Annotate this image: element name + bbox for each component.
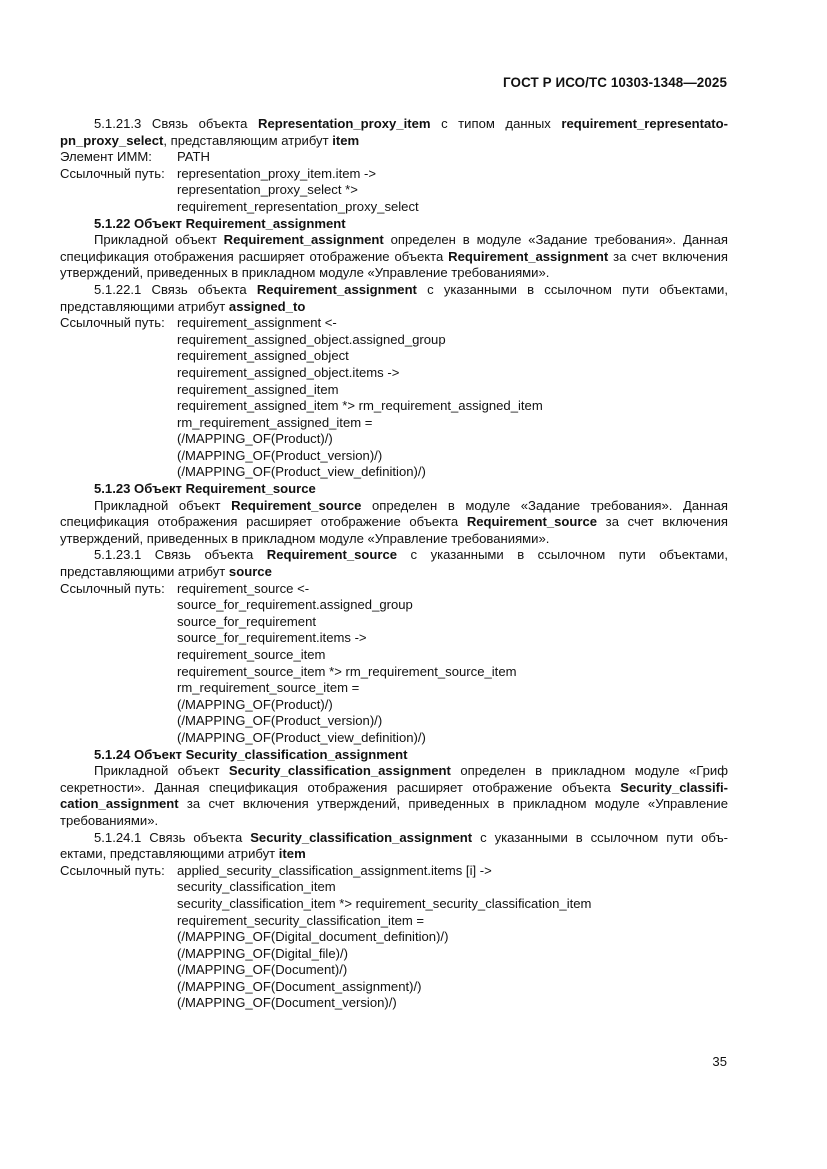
arm-element-value: PATH bbox=[177, 149, 210, 165]
entity-name: Requirement_source bbox=[466, 514, 598, 530]
reference-path-lines bbox=[177, 315, 728, 481]
section-heading-5-1-24: 5.1.24 Объект Security_classification_assignment bbox=[94, 746, 408, 762]
path-line: source_for_requirement.items -> bbox=[177, 630, 367, 646]
reference-path-label: Ссылочный путь: bbox=[60, 315, 165, 331]
path-line: (/MAPPING_OF(Product_version)/) bbox=[177, 713, 383, 729]
entity-name: Requirement_assignment bbox=[256, 281, 417, 297]
paragraph-text: определен в модуле «Задание требования». Данная спецификация отображения расширяет отображение объекта bbox=[60, 232, 728, 264]
clause-text: 5.1.23.1 Связь объекта bbox=[94, 547, 267, 563]
path-line: applied_security_classification_assignment.items [i] -> bbox=[177, 862, 492, 878]
path-line: requirement_assigned_object.items -> bbox=[177, 364, 400, 380]
attribute-name: item bbox=[332, 132, 360, 148]
page-content bbox=[60, 116, 728, 1012]
path-line: (/MAPPING_OF(Digital_document_definition)/) bbox=[177, 929, 449, 945]
path-line: source_for_requirement.assigned_group bbox=[177, 597, 413, 613]
paragraph-text: определен в модуле «Задание требования». Данная спецификация отображения расширяет отображение объекта bbox=[60, 497, 728, 530]
path-line: (/MAPPING_OF(Digital_file)/) bbox=[177, 945, 348, 961]
path-line: requirement_assignment <- bbox=[177, 315, 337, 331]
paragraph-text: за счет включения утверждений, приведенных в прикладном модуле «Управление требованиями». bbox=[60, 514, 728, 546]
reference-path-row bbox=[60, 863, 728, 1012]
document-header: ГОСТ Р ИСО/ТС 10303-1348—2025 bbox=[503, 75, 727, 90]
path-line: requirement_source_item *> rm_requirement_source_item bbox=[177, 663, 517, 679]
clause-5-1-22-1 bbox=[60, 282, 728, 315]
entity-name: Security_classification_assignment bbox=[228, 763, 451, 779]
entity-name: Requirement_assignment bbox=[223, 232, 384, 248]
path-line: requirement_assigned_item bbox=[177, 381, 339, 397]
paragraph-5-1-23 bbox=[60, 498, 728, 548]
reference-path-label: Ссылочный путь: bbox=[60, 165, 165, 181]
path-line: (/MAPPING_OF(Product)/) bbox=[177, 696, 333, 712]
path-line: (/MAPPING_OF(Document_version)/) bbox=[177, 995, 397, 1011]
section-heading-5-1-23: 5.1.23 Объект Requirement_source bbox=[94, 481, 316, 497]
path-line: requirement_assigned_item *> rm_requirement_assigned_item bbox=[177, 398, 543, 414]
path-line: requirement_representation_proxy_select bbox=[177, 198, 419, 214]
data-type-name: requirement_representato-pn_proxy_select bbox=[60, 116, 728, 148]
entity-name: Requirement_source bbox=[266, 547, 398, 563]
attribute-name: item bbox=[278, 846, 306, 862]
path-line: requirement_assigned_object.assigned_group bbox=[177, 331, 446, 347]
paragraph-text: Прикладной объект bbox=[94, 497, 232, 513]
path-line: representation_proxy_item.item -> bbox=[177, 165, 377, 181]
path-line: representation_proxy_select *> bbox=[177, 182, 358, 198]
paragraph-text: за счет включения утверждений, приведенных в прикладном модуле «Управление требованиями». bbox=[60, 248, 728, 281]
reference-path-row bbox=[60, 581, 728, 747]
reference-path-label: Ссылочный путь: bbox=[60, 862, 165, 878]
clause-text: с указанными в ссылочном пути объ-ектами, представляющими атрибут bbox=[60, 829, 728, 862]
reference-path-row bbox=[60, 315, 728, 481]
path-line: (/MAPPING_OF(Product_version)/) bbox=[177, 447, 383, 463]
reference-path-row bbox=[60, 166, 728, 216]
entity-name: Representation_proxy_item bbox=[258, 116, 431, 131]
path-line: rm_requirement_source_item = bbox=[177, 680, 360, 696]
paragraph-text: определен в прикладном модуле «Гриф секретности». Данная спецификация отображения расширяет отображение объекта bbox=[60, 763, 728, 795]
path-line: (/MAPPING_OF(Product)/) bbox=[177, 431, 333, 447]
paragraph-5-1-22 bbox=[60, 232, 728, 282]
path-line: requirement_source_item bbox=[177, 647, 326, 662]
clause-text: 5.1.24.1 Связь объекта bbox=[94, 829, 251, 845]
reference-path-label: Ссылочный путь: bbox=[60, 580, 165, 596]
paragraph-5-1-24 bbox=[60, 763, 728, 829]
path-line: source_for_requirement bbox=[177, 613, 317, 629]
arm-element-row bbox=[60, 149, 728, 166]
path-line: requirement_assigned_object bbox=[177, 348, 349, 364]
clause-5-1-24-1 bbox=[60, 830, 728, 863]
entity-name: Requirement_assignment bbox=[448, 248, 609, 264]
page-number: 35 bbox=[712, 1054, 727, 1069]
paragraph-text: Прикладной объект bbox=[94, 232, 224, 248]
path-line: (/MAPPING_OF(Product_view_definition)/) bbox=[177, 729, 426, 745]
section-heading-5-1-22: 5.1.22 Объект Requirement_assignment bbox=[94, 215, 346, 231]
clause-text: , представляющим атрибут bbox=[163, 132, 333, 148]
reference-path-lines bbox=[177, 863, 728, 1012]
paragraph-text: Прикладной объект bbox=[94, 763, 229, 779]
clause-text: с типом данных bbox=[430, 116, 562, 131]
path-line: (/MAPPING_OF(Document_assignment)/) bbox=[177, 978, 422, 994]
path-line: rm_requirement_assigned_item = bbox=[177, 414, 373, 430]
paragraph-text: за счет включения утверждений, приведенных в прикладном модуле «Управление требованиями». bbox=[60, 796, 728, 828]
clause-text: 5.1.21.3 Связь объекта bbox=[94, 116, 259, 131]
path-line: requirement_source <- bbox=[177, 580, 310, 596]
path-line: (/MAPPING_OF(Document)/) bbox=[177, 962, 348, 978]
path-line: (/MAPPING_OF(Product_view_definition)/) bbox=[177, 464, 426, 480]
path-line: security_classification_item bbox=[177, 879, 336, 895]
attribute-name: source bbox=[228, 564, 272, 580]
clause-5-1-23-1 bbox=[60, 547, 728, 580]
clause-text: с указанными в ссылочном пути объектами, представляющими атрибут bbox=[60, 281, 728, 314]
entity-name: Security_classifi-cation_assignment bbox=[60, 779, 728, 812]
reference-path-lines bbox=[177, 166, 728, 216]
clause-5-1-21-3 bbox=[60, 116, 728, 149]
arm-element-label: Элемент ИММ: bbox=[60, 149, 152, 165]
path-line: security_classification_item *> requirement_security_classification_item bbox=[177, 895, 592, 911]
reference-path-lines bbox=[177, 581, 728, 747]
clause-text: с указанными в ссылочном пути объектами, представляющими атрибут bbox=[60, 547, 728, 580]
entity-name: Requirement_source bbox=[231, 497, 362, 513]
path-line: requirement_security_classification_item = bbox=[177, 912, 425, 928]
clause-text: 5.1.22.1 Связь объекта bbox=[94, 281, 257, 297]
attribute-name: assigned_to bbox=[228, 298, 306, 314]
entity-name: Security_classification_assignment bbox=[250, 829, 473, 845]
